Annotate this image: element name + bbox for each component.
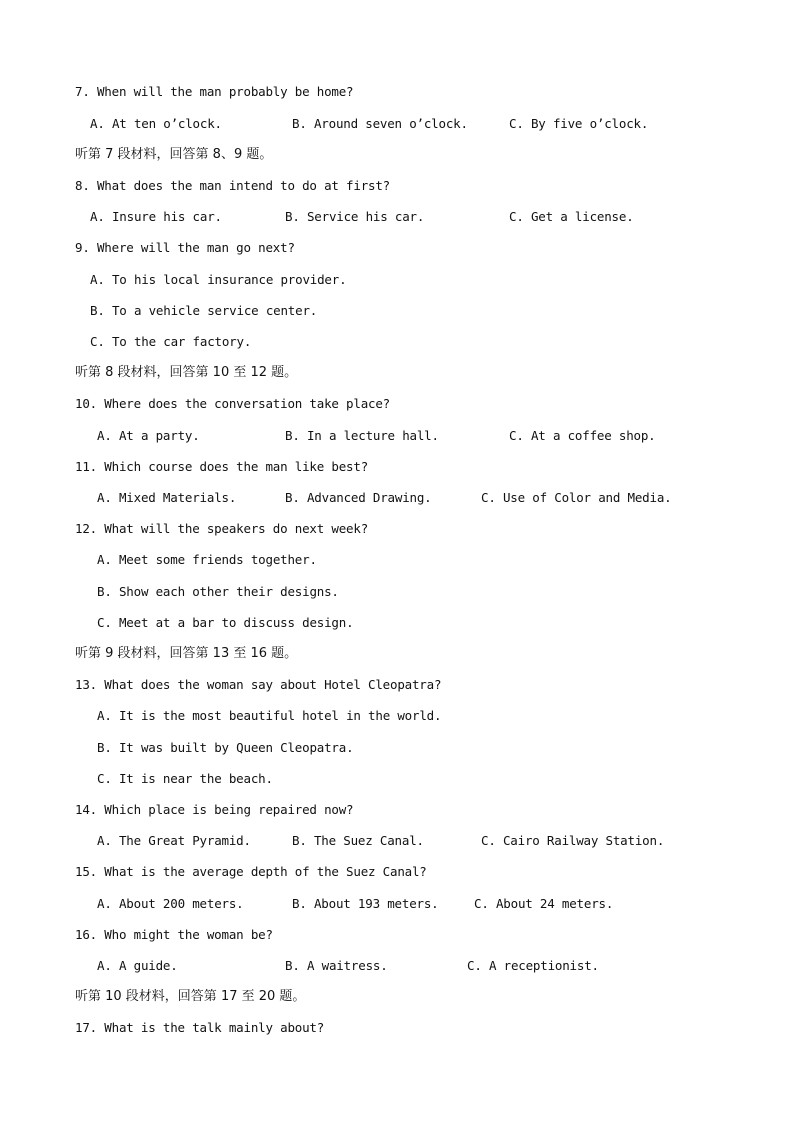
q8-option-c: C. Get a license.	[509, 209, 634, 224]
question-11: 11. Which course does the man like best?	[75, 459, 369, 474]
q12-option-b: B. Show each other their designs.	[97, 584, 339, 599]
q10-option-c: C. At a coffee shop.	[509, 428, 656, 443]
question-15: 15. What is the average depth of the Suez Canal?	[75, 864, 427, 879]
question-8: 8. What does the man intend to do at first?	[75, 178, 391, 193]
question-7: 7. When will the man probably be home?	[75, 84, 354, 99]
section-7-heading: 听第 7 段材料，回答第 8、9 题。	[75, 147, 273, 162]
question-12: 12. What will the speakers do next week?	[75, 521, 369, 536]
question-16: 16. Who might the woman be?	[75, 927, 273, 942]
question-17: 17. What is the talk mainly about?	[75, 1020, 325, 1035]
q8-option-b: B. Service his car.	[285, 209, 425, 224]
question-10: 10. Where does the conversation take place?	[75, 396, 391, 411]
q16-option-b: B. A waitress.	[285, 958, 388, 973]
q10-option-a: A. At a party.	[97, 428, 200, 443]
section-10-heading: 听第 10 段材料，回答第 17 至 20 题。	[75, 989, 306, 1004]
q11-option-b: B. Advanced Drawing.	[285, 490, 432, 505]
question-13: 13. What does the woman say about Hotel Cleopatra?	[75, 677, 442, 692]
q16-option-c: C. A receptionist.	[467, 958, 599, 973]
q11-option-a: A. Mixed Materials.	[97, 490, 237, 505]
q14-option-c: C. Cairo Railway Station.	[481, 833, 665, 848]
q13-option-a: A. It is the most beautiful hotel in the world.	[97, 708, 442, 723]
q14-option-a: A. The Great Pyramid.	[97, 833, 251, 848]
q11-option-c: C. Use of Color and Media.	[481, 490, 672, 505]
section-9-heading: 听第 9 段材料，回答第 13 至 16 题。	[75, 646, 298, 661]
q16-option-a: A. A guide.	[97, 958, 178, 973]
section-8-heading: 听第 8 段材料，回答第 10 至 12 题。	[75, 365, 298, 380]
q15-option-c: C. About 24 meters.	[474, 896, 614, 911]
q9-option-a: A. To his local insurance provider.	[90, 272, 347, 287]
q10-option-b: B. In a lecture hall.	[285, 428, 439, 443]
q8-option-a: A. Insure his car.	[90, 209, 222, 224]
q9-option-b: B. To a vehicle service center.	[90, 303, 318, 318]
q15-option-a: A. About 200 meters.	[97, 896, 244, 911]
q15-option-b: B. About 193 meters.	[292, 896, 439, 911]
q7-option-a: A. At ten o’clock.	[90, 116, 222, 131]
q12-option-a: A. Meet some friends together.	[97, 552, 317, 567]
q12-option-c: C. Meet at a bar to discuss design.	[97, 615, 354, 630]
question-9: 9. Where will the man go next?	[75, 240, 295, 255]
q13-option-c: C. It is near the beach.	[97, 771, 273, 786]
question-14: 14. Which place is being repaired now?	[75, 802, 354, 817]
q7-option-b: B. Around seven o’clock.	[292, 116, 468, 131]
q13-option-b: B. It was built by Queen Cleopatra.	[97, 740, 354, 755]
q7-option-c: C. By five o’clock.	[509, 116, 649, 131]
q14-option-b: B. The Suez Canal.	[292, 833, 424, 848]
q9-option-c: C. To the car factory.	[90, 334, 252, 349]
